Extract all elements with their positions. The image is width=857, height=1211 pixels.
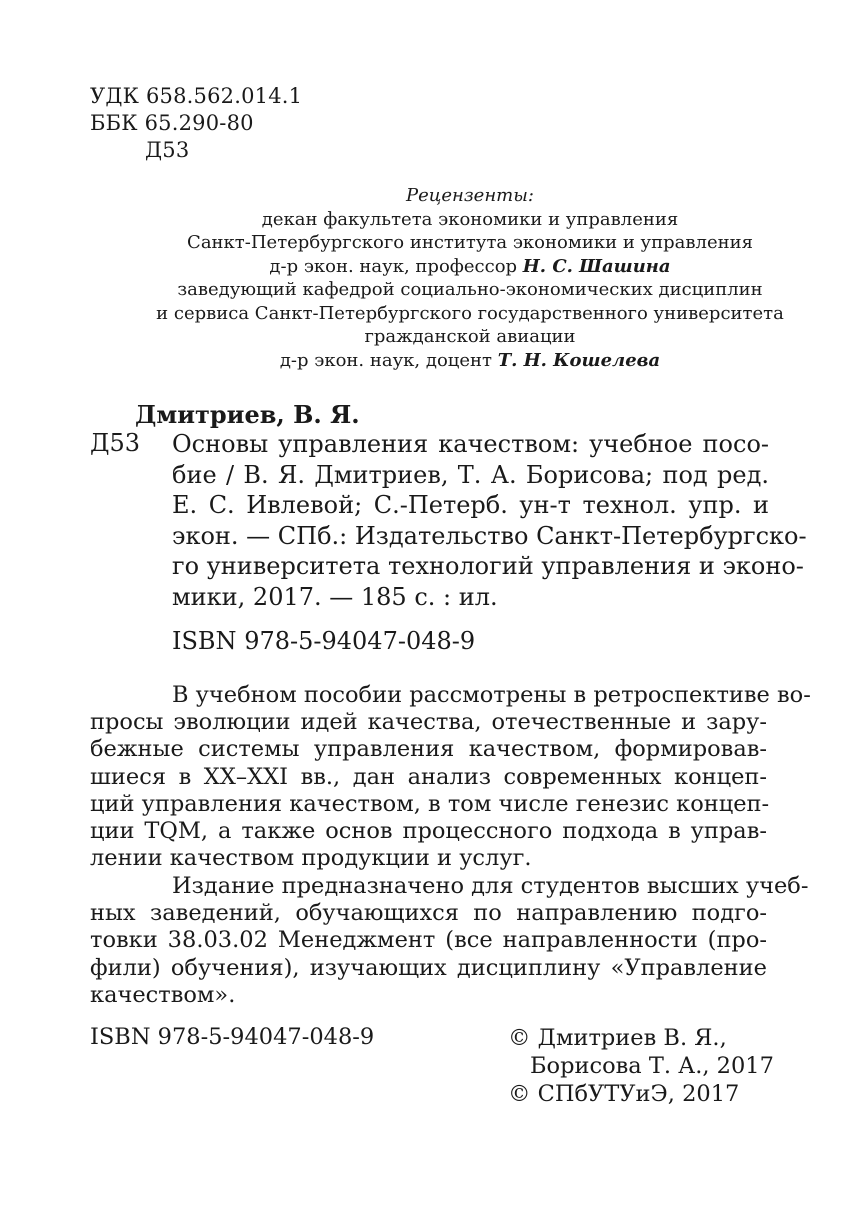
annotation-line: фили) обучения), изучающих дисциплину «Управление (90, 954, 767, 981)
footer-isbn: ISBN 978-5-94047-048-9 (90, 1024, 375, 1050)
annotation-line: лении качеством продукции и услуг. (90, 845, 532, 872)
reviewer2-line3: гражданской авиации (364, 326, 576, 347)
reviewer2-line2: и сервиса Санкт-Петербургского государственного университета (156, 302, 784, 324)
reviewer1-line1: декан факультета экономики и управления (261, 208, 679, 230)
reviewer1-degree: д-р экон. наук, профессор (269, 255, 523, 277)
reviewers-block (90, 184, 850, 372)
reviewer2-name: Т. Н. Кошелева (497, 349, 661, 371)
annotation-line: шиеся в XX–XXI вв., дан анализ современных концеп- (90, 763, 767, 790)
bbk-code: ББК 65.290-80 (90, 111, 254, 135)
annotation-paragraph-1 (90, 682, 811, 872)
bib-line: Е. С. Ивлевой; С.-Петерб. ун-т технол. упр. и (172, 491, 769, 519)
reviewer2-degree: д-р экон. наук, доцент (279, 349, 498, 371)
copyright-publisher: © СПбУТУиЭ, 2017 (508, 1081, 740, 1107)
annotation-line: качеством». (90, 981, 236, 1008)
bib-line: экон. — СПб.: Издательство Санкт-Петербургско- (172, 521, 807, 550)
annotation-line: ции TQM, а также основ процессного подхода в управ- (90, 818, 767, 845)
annotation-line: ных заведений, обучающихся по направлению подго- (90, 900, 767, 927)
bib-code: Д53 (90, 429, 141, 457)
reviewers-heading: Рецензенты: (406, 185, 534, 206)
reviewer2-line1: заведующий кафедрой социально-экономических дисциплин (177, 279, 763, 300)
bib-line: го университета технологий управления и эконо- (172, 552, 804, 580)
copyright-authors-line1: © Дмитриев В. Я., (508, 1025, 727, 1051)
annotation-line: ций управления качеством, в том числе генезис концеп- (90, 790, 770, 817)
reviewer1-degree-line (90, 255, 850, 279)
author-mark: Д53 (145, 138, 190, 162)
bib-line: Основы управления качеством: учебное посо- (172, 430, 769, 458)
copyright-authors-line2: Борисова Т. А., 2017 (530, 1053, 774, 1079)
reviewer2-degree-line (90, 349, 850, 373)
book-author: Дмитриев, В. Я. (135, 400, 360, 429)
annotation-line: просы эволюции идей качества, отечественные и зару- (90, 709, 767, 736)
reviewer1-line2: Санкт-Петербургского института экономики и управления (187, 232, 753, 253)
reviewer1-name: Н. С. Шашина (522, 255, 671, 277)
annotation-line: В учебном пособии рассмотрены в ретроспективе во- (172, 682, 811, 708)
copyright-block (508, 1024, 774, 1108)
udk-code: УДК 658.562.014.1 (90, 84, 303, 108)
bib-isbn: ISBN 978-5-94047-048-9 (172, 627, 476, 655)
bib-line: бие / В. Я. Дмитриев, Т. А. Борисова; под ред. (172, 460, 769, 489)
annotation-paragraph-2 (90, 873, 809, 1009)
annotation-line: бежные системы управления качеством, формировав- (90, 736, 767, 763)
annotation-line: Издание предназначено для студентов высших учеб- (172, 873, 809, 899)
bib-description (172, 429, 807, 612)
bib-line: мики, 2017. — 185 с. : ил. (172, 582, 498, 611)
annotation-line: товки 38.03.02 Менеджмент (все направленности (про- (90, 927, 767, 954)
